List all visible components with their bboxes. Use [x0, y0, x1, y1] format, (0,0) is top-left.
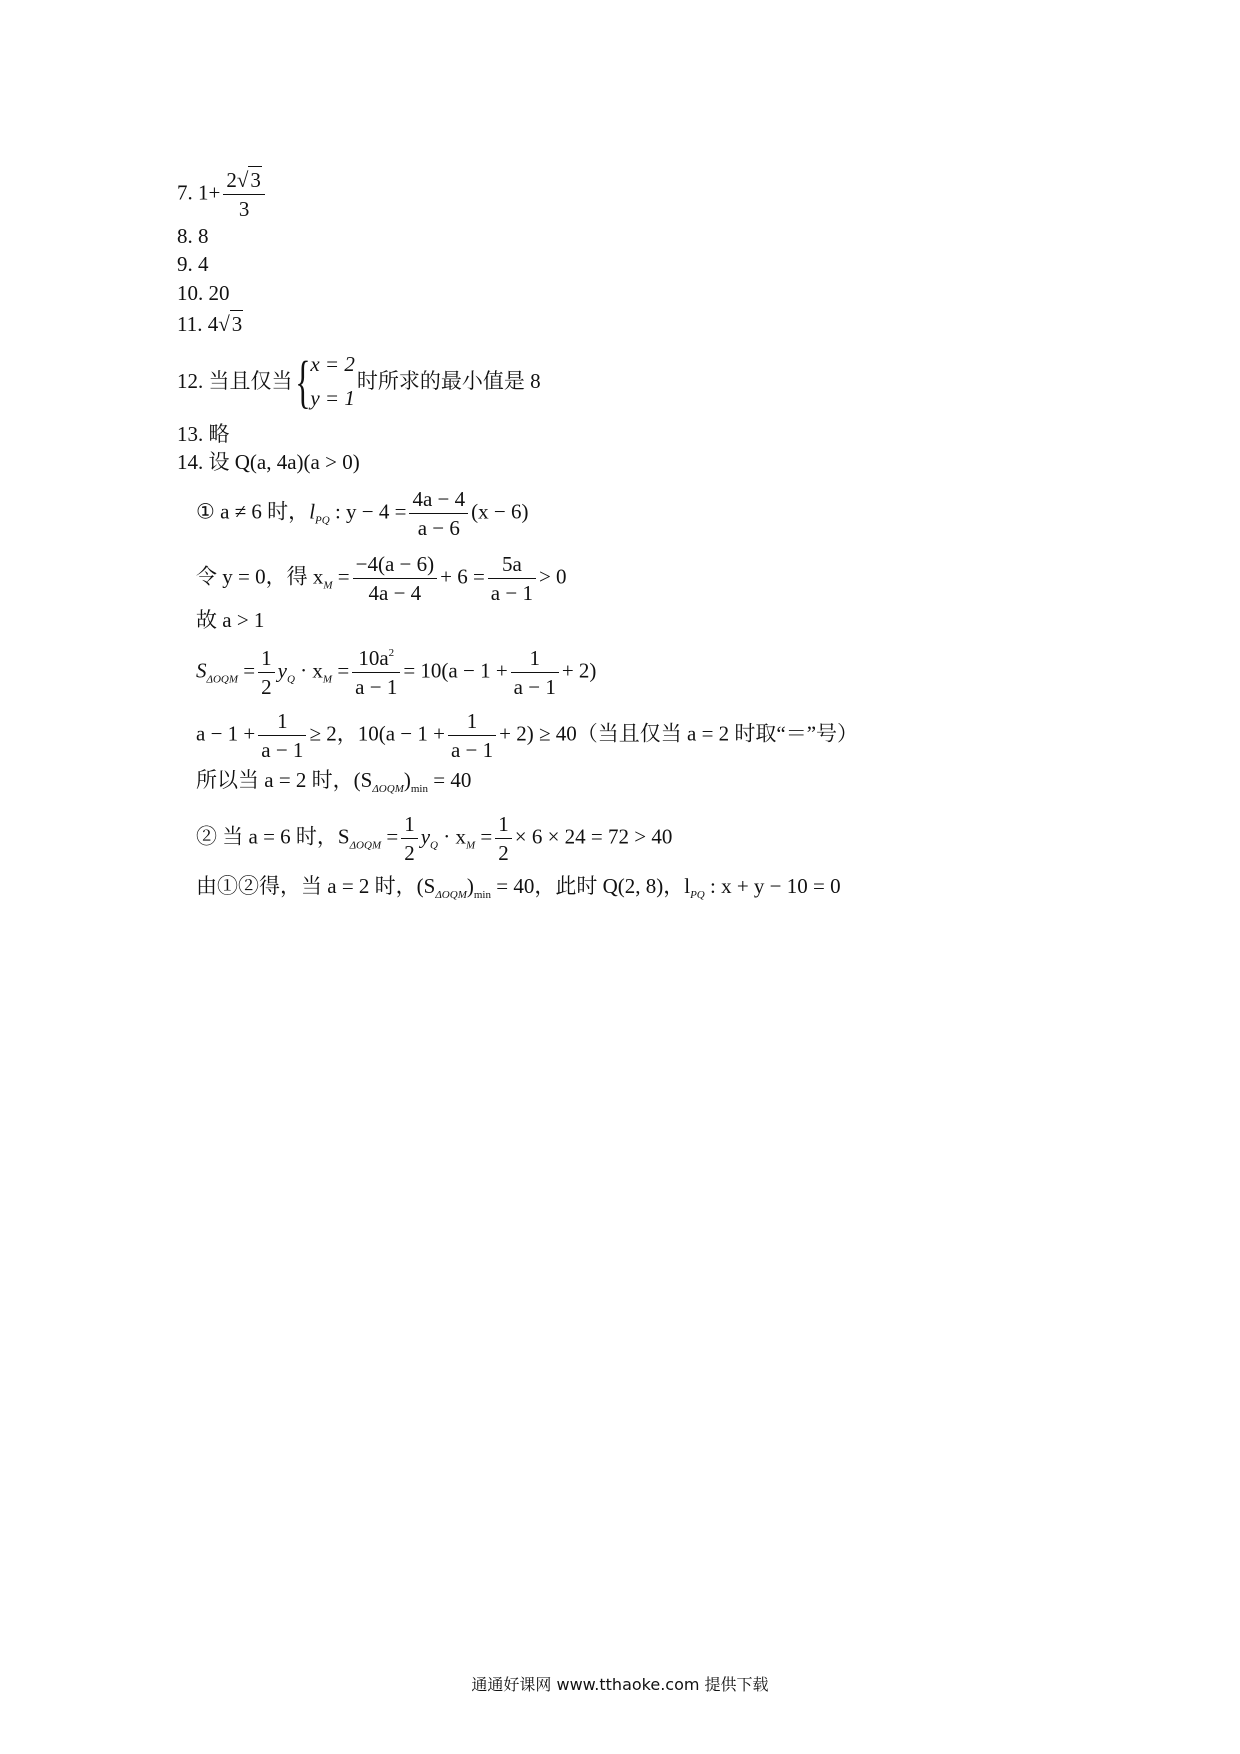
footer-credit: 通通好课网 www.tthaoke.com 提供下载: [471, 1675, 769, 1694]
case-2-line: ② 当 a = 6 时，$S_{\Delta OQM}$ = $\frac{1}{2}$ $y_Q \cdot x_M$ = $\frac{1}{2}$ × 6 × 24 = 72 > 40: [196, 812, 673, 866]
inequality-line: a − 1 + $\frac{1}{a - 1}$ ≥ 2，10(a − 1 + $\frac{1}{a - 1}$ + 2) ≥ 40（当且仅当 a = 2 时取“＝”号）: [196, 709, 859, 763]
fraction: $\frac{2√3}{3}$: [223, 168, 265, 221]
answer-13: 13. 略: [177, 422, 230, 446]
answer-14-title: 14. 设 Q(a, 4a)(a > 0): [177, 450, 360, 474]
left-brace: {: [294, 348, 311, 414]
answer-12: 12. 当且仅当{ x = 2 y = 1 时所求的最小值是 8: [177, 348, 541, 414]
answer-8: 8. 8: [177, 224, 209, 248]
area-line: $S_{\Delta OQM}$ = $\frac{1}{2}$ $y_Q \cdot x_M$ = $\frac{10a^2}{a - 1}$ = 10(a − 1 + $\frac{1}{a - 1}$ + 2): [196, 646, 597, 700]
answer-9: 9. 4: [177, 252, 209, 276]
answer-7: 7. 1+ $\frac{2√3}{3}$: [177, 168, 268, 221]
a-gt-1-line: 故 a > 1: [196, 608, 265, 632]
case-1-line: ① a ≠ 6 时，$l_{PQ}$ : y − 4 = $\frac{4a - 4}{a - 6}$ (x − 6): [196, 487, 529, 541]
answer-11: 11. 4√3: [177, 312, 243, 336]
xm-line: 令 y = 0，得 $x_M$ = $\frac{-4(a - 6)}{4a - 4}$ + 6 = $\frac{5a}{a - 1}$ > 0: [196, 552, 567, 606]
answer-10: 10. 20: [177, 281, 230, 305]
conclusion-line: 由①②得，当 a = 2 时，$(S_{\Delta OQM})_{min} = 40$，此时 Q(2, 8)，$l_{PQ}$ : x + y − 10 = 0: [196, 874, 841, 901]
min-line: 所以当 a = 2 时，$(S_{\Delta OQM})_{min} = 40$: [196, 768, 472, 795]
